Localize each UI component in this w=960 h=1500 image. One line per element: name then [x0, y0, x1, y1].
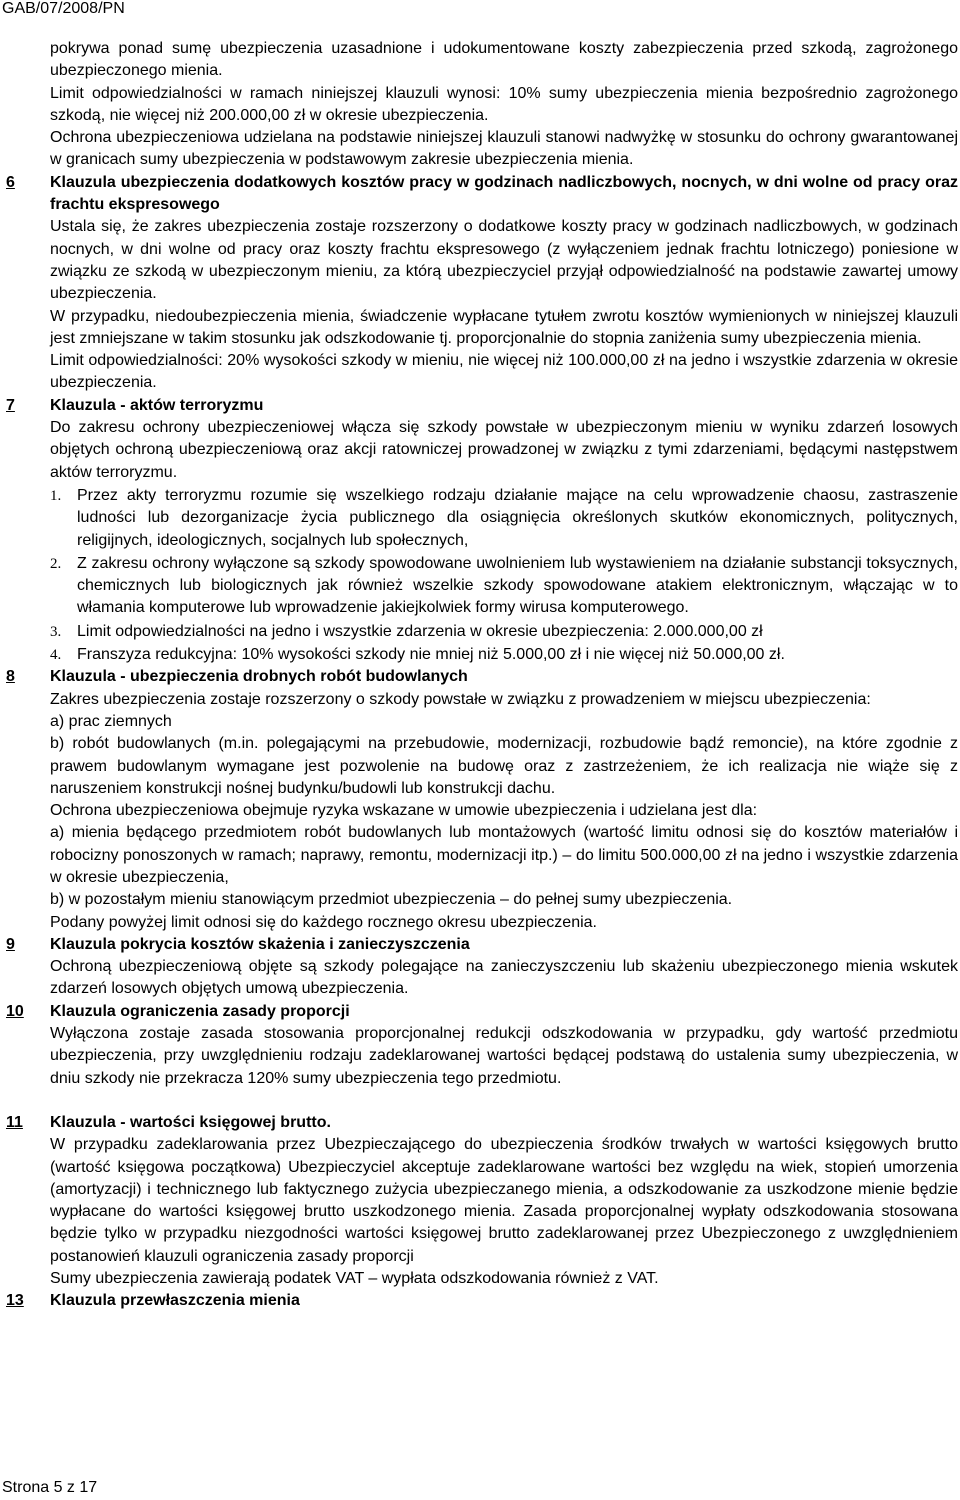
section-heading: Klauzula pokrycia kosztów skażenia i zanieczyszczenia	[50, 935, 470, 953]
document-body	[6, 38, 958, 1313]
intro-paragraph: pokrywa ponad sumę ubezpieczenia uzasadnione i udokumentowane koszty zabezpieczenia przed szkodą, zagrożonego ubezpieczonego mienia.	[50, 40, 958, 80]
section-paragraph: Sumy ubezpieczenia zawierają podatek VAT – wypłata odszkodowania również z VAT.	[50, 1270, 659, 1288]
list-item-number: 4.	[50, 647, 62, 664]
section-paragraph: Ochroną ubezpieczeniową objęte są szkody polegające na zanieczyszczeniu lub skażeniu ubezpieczonego mienia wskutek zdarzeń losowych objętych umową ubezpieczenia.	[50, 958, 958, 998]
section-paragraph: Do zakresu ochrony ubezpieczeniowej włącza się szkody powstałe w ubezpieczonym mieniu w wyniku zdarzeń losowych objętych ochroną ubezpieczeniową oraz akcji ratowniczej prowadzonej w związku z tymi zdarzeniami, będącymi następstwem aktów terroryzmu.	[50, 419, 958, 481]
section-paragraph: b) w pozostałym mieniu stanowiącym przedmiot ubezpieczenia – do pełnej sumy ubezpieczenia.	[50, 891, 733, 909]
numbered-list	[50, 485, 958, 666]
section-heading: Klauzula ubezpieczenia dodatkowych kosztów pracy w godzinach nadliczbowych, nocnych, w dni wolne od pracy oraz frachtu ekspresowego	[50, 173, 958, 214]
section-paragraph: Wyłączona zostaje zasada stosowania proporcjonalnej redukcji odszkodowania w przypadku, gdy wartość przedmiotu ubezpieczenia, przy uwzględnieniu rodzaju zadeklarowanej wartości będącej podstawą do ustalenia sumy ubezpieczenia, w dniu szkody nie przekracza 120% sumy ubezpieczenia tego przedmiotu.	[50, 1025, 958, 1087]
section-heading: Klauzula przewłaszczenia mienia	[50, 1292, 300, 1310]
list-item	[50, 621, 958, 643]
section-paragraph: b) robót budowlanych (m.in. polegającymi na przebudowie, modernizacji, rozbudowie bądź remoncie), na które zgodnie z prawem budowlanym wymagane jest pozwolenie na budowę oraz z zastrzeżeniem, że ich realizacja nie wiąże się z naruszeniem konstrukcji nośnej budynku/budowli lub konstrukcji dachu.	[50, 735, 958, 797]
section-11	[6, 1112, 958, 1290]
section-10	[6, 1001, 958, 1090]
section-number: 9	[6, 935, 15, 953]
section-number: 11	[6, 1113, 23, 1131]
section-heading: Klauzula - aktów terroryzmu	[50, 396, 264, 414]
list-item	[50, 644, 958, 666]
list-item-number: 1.	[50, 487, 62, 504]
section-6	[6, 172, 958, 395]
section-paragraph: Podany powyżej limit odnosi się do każdego rocznego okresu ubezpieczenia.	[50, 913, 597, 931]
list-item	[50, 485, 958, 552]
section-paragraph: Zakres ubezpieczenia zostaje rozszerzony o szkody powstałe w związku z prowadzeniem w miejscu ubezpieczenia:	[50, 690, 871, 708]
section-heading: Klauzula - wartości księgowej brutto.	[50, 1113, 331, 1131]
section-paragraph: a) mienia będącego przedmiotem robót budowlanych lub montażowych (wartość limitu odnosi się do kosztów materiałów i robocizny ponoszonych w ramach; naprawy, remontu, modernizacji itp.) – do limitu 500.000,00 zł na jedno i wszystkie zdarzenia w okresie ubezpieczenia,	[50, 824, 958, 886]
section-8	[6, 666, 958, 934]
section-9	[6, 934, 958, 1001]
section-number: 10	[6, 1002, 24, 1020]
section-heading: Klauzula - ubezpieczenia drobnych robót budowlanych	[50, 668, 468, 686]
section-number: 8	[6, 668, 15, 686]
list-item	[50, 553, 958, 620]
section-number: 6	[6, 173, 15, 191]
section-paragraph: W przypadku, niedoubezpieczenia mienia, świadczenie wypłacane tytułem zwrotu kosztów wymienionych w niniejszej klauzuli jest zmniejszane w takim stosunku jak odszkodowanie tj. proporcjonalnie do stopnia zaniżenia sumy ubezpieczenia mienia.	[50, 307, 958, 347]
list-item-number: 3.	[50, 623, 62, 640]
intro-paragraph: Limit odpowiedzialności w ramach niniejszej klauzuli wynosi: 10% sumy ubezpieczenia mienia bezpośrednio zagrożonego szkodą, nie więcej niż 200.000,00 zł w okresie ubezpieczenia.	[50, 84, 958, 124]
page-number: Strona 5 z 17	[2, 1479, 98, 1496]
section-paragraph: Limit odpowiedzialności: 20% wysokości szkody w mieniu, nie więcej niż 100.000,00 zł na jedno i wszystkie zdarzenia w okresie ubezpieczenia.	[50, 352, 958, 392]
section-paragraph: Ustala się, że zakres ubezpieczenia zostaje rozszerzony o dodatkowe koszty pracy w godzinach nadliczbowych, w godzinach nocnych, w dni wolne od pracy oraz koszty frachtu ekspresowego (z wyłączeniem jednak frachtu lotniczego) poniesione w związku ze szkodą w ubezpieczonym mieniu, za którą ubezpieczyciel przyjął odpowiedzialność na podstawie zawartej umowy ubezpieczenia.	[50, 218, 958, 303]
list-item-text: Z zakresu ochrony wyłączone są szkody spowodowane uwolnieniem lub wystawieniem na działanie substancji toksycznych, chemicznych lub biologicznych jak również wszelkie szkody spowodowane atakiem elektronicznym, włączając w to włamania komputerowe lub wprowadzenie jakiejkolwiek formy wirusa komputerowego.	[77, 554, 958, 617]
section-number: 7	[6, 396, 15, 414]
section-7	[6, 395, 958, 667]
section-13	[6, 1290, 958, 1312]
section-paragraph: a) prac ziemnych	[50, 712, 172, 730]
list-item-number: 2.	[50, 555, 62, 572]
list-item-text: Franszyza redukcyjna: 10% wysokości szkody nie mniej niż 5.000,00 zł i nie więcej niż 50.000,00 zł.	[77, 646, 785, 664]
intro-block	[50, 38, 958, 172]
document-id: GAB/07/2008/PN	[2, 0, 125, 17]
section-number: 13	[6, 1292, 24, 1310]
intro-paragraph: Ochrona ubezpieczeniowa udzielana na podstawie niniejszej klauzuli stanowi nadwyżkę w stosunku do ochrony gwarantowanej w granicach sumy ubezpieczenia w podstawowym zakresie ubezpieczenia mienia.	[50, 129, 958, 169]
list-item-text: Limit odpowiedzialności na jedno i wszystkie zdarzenia w okresie ubezpieczenia: 2.000.000,00 zł	[77, 622, 763, 640]
list-item-text: Przez akty terroryzmu rozumie się wszelkiego rodzaju działanie mające na celu wprowadzenie chaosu, zastraszenie ludności lub dezorganizacje życia publicznego dla osiągnięcia określonych skutków ekonomicznych, politycznych, religijnych, ideologicznych, socjalnych lub społecznych,	[77, 486, 958, 549]
section-paragraph: W przypadku zadeklarowania przez Ubezpieczającego do ubezpieczenia środków trwałych w wartości księgowych brutto (wartość księgowa początkowa) Ubezpieczyciel akceptuje zadeklarowane wartości bez względu na wiek, stopień umorzenia (amortyzacji) i technicznego lub faktycznego zużycia ubezpieczanego mienia, a odszkodowanie za uszkodzone mienie będzie wypłacane do wartości księgowej brutto uszkodzonego mienia. Zasada proporcjonalnej wypłaty odszkodowania stosowana będzie tylko w przypadku niezgodności wartości księgowej brutto zadeklarowanej przez Ubezpieczonego z uwzględnieniem postanowień klauzuli ograniczenia zasady proporcji	[50, 1136, 958, 1265]
section-paragraph: Ochrona ubezpieczeniowa obejmuje ryzyka wskazane w umowie ubezpieczenia i udzielana jest dla:	[50, 802, 758, 820]
section-heading: Klauzula ograniczenia zasady proporcji	[50, 1002, 350, 1020]
